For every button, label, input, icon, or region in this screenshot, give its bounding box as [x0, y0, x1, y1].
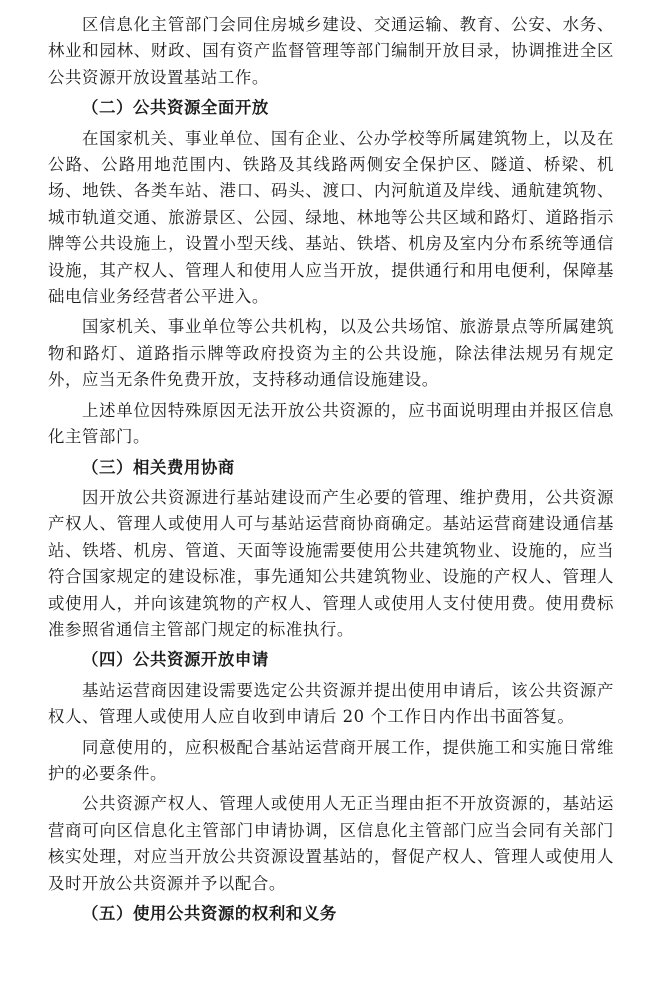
paragraph-7: 同意使用的，应积极配合基站运营商开展工作，提供施工和实施日常维护的必要条件。: [48, 737, 614, 783]
section-heading-2: （二）公共资源全面开放: [82, 98, 269, 118]
paragraph-1: 区信息化主管部门会同住房城乡建设、交通运输、教育、公安、水务、林业和园林、财政、国有资产监督管理等部门编制开放目录，协调推进全区公共资源开放设置基站工作。: [48, 15, 614, 87]
section-heading-4: （四）公共资源开放申请: [82, 650, 269, 670]
section-heading-5: （五）使用公共资源的权利和义务: [82, 904, 337, 923]
paragraph-6: 基站运营商因建设需要选定公共资源并提出使用申请后，该公共资源产权人、管理人或使用人应自收到申请后 20 个工作日内作出书面答复。: [48, 680, 614, 727]
paragraph-3: 国家机关、事业单位等公共机构，以及公共场馆、旅游景点等所属建筑物和路灯、道路指示牌等政府投资为主的公共设施，除法律法规另有规定外，应当无条件免费开放，支持移动通信设施建设。: [48, 317, 614, 390]
document-body: [48, 12, 614, 927]
section-heading-3: （三）相关费用协商: [82, 457, 235, 477]
paragraph-5: 因开放公共资源进行基站建设而产生必要的管理、维护费用，公共资源产权人、管理人或使用人可与基站运营商协商确定。基站运营商建设通信基站、铁塔、机房、管道、天面等设施需要使用公共建筑物业、设施的，应当符合国家规定的建设标准，事先通知公共建筑物业、设施的产权人、管理人或使用人，并向该建筑物的产权人、管理人或使用人支付使用费。使用费标准参照省通信主管部门规定的标准执行。: [48, 487, 614, 639]
paragraph-4: 上述单位因特殊原因无法开放公共资源的，应书面说明理由并报区信息化主管部门。: [48, 400, 614, 447]
paragraph-2: 在国家机关、事业单位、国有企业、公办学校等所属建筑物上，以及在公路、公路用地范围内、铁路及其线路两侧安全保护区、隧道、桥梁、机场、地铁、各类车站、港口、码头、渡口、内河航道及岸线、通航建筑物、城市轨道交通、旅游景区、公园、绿地、林地等公共区域和路灯、道路指示牌等公共设施上，设置小型天线、基站、铁塔、机房及室内分布系统等通信设施，其产权人、管理人和使用人应当开放，提供通行和用电便利，保障基础电信业务经营者公平进入。: [48, 128, 614, 307]
paragraph-8: 公共资源产权人、管理人或使用人无正当理由拒不开放资源的，基站运营商可向区信息化主管部门申请协调，区信息化主管部门应当会同有关部门核实处理，对应当开放公共资源设置基站的，督促产权人、管理人或使用人及时开放公共资源并予以配合。: [48, 794, 614, 893]
